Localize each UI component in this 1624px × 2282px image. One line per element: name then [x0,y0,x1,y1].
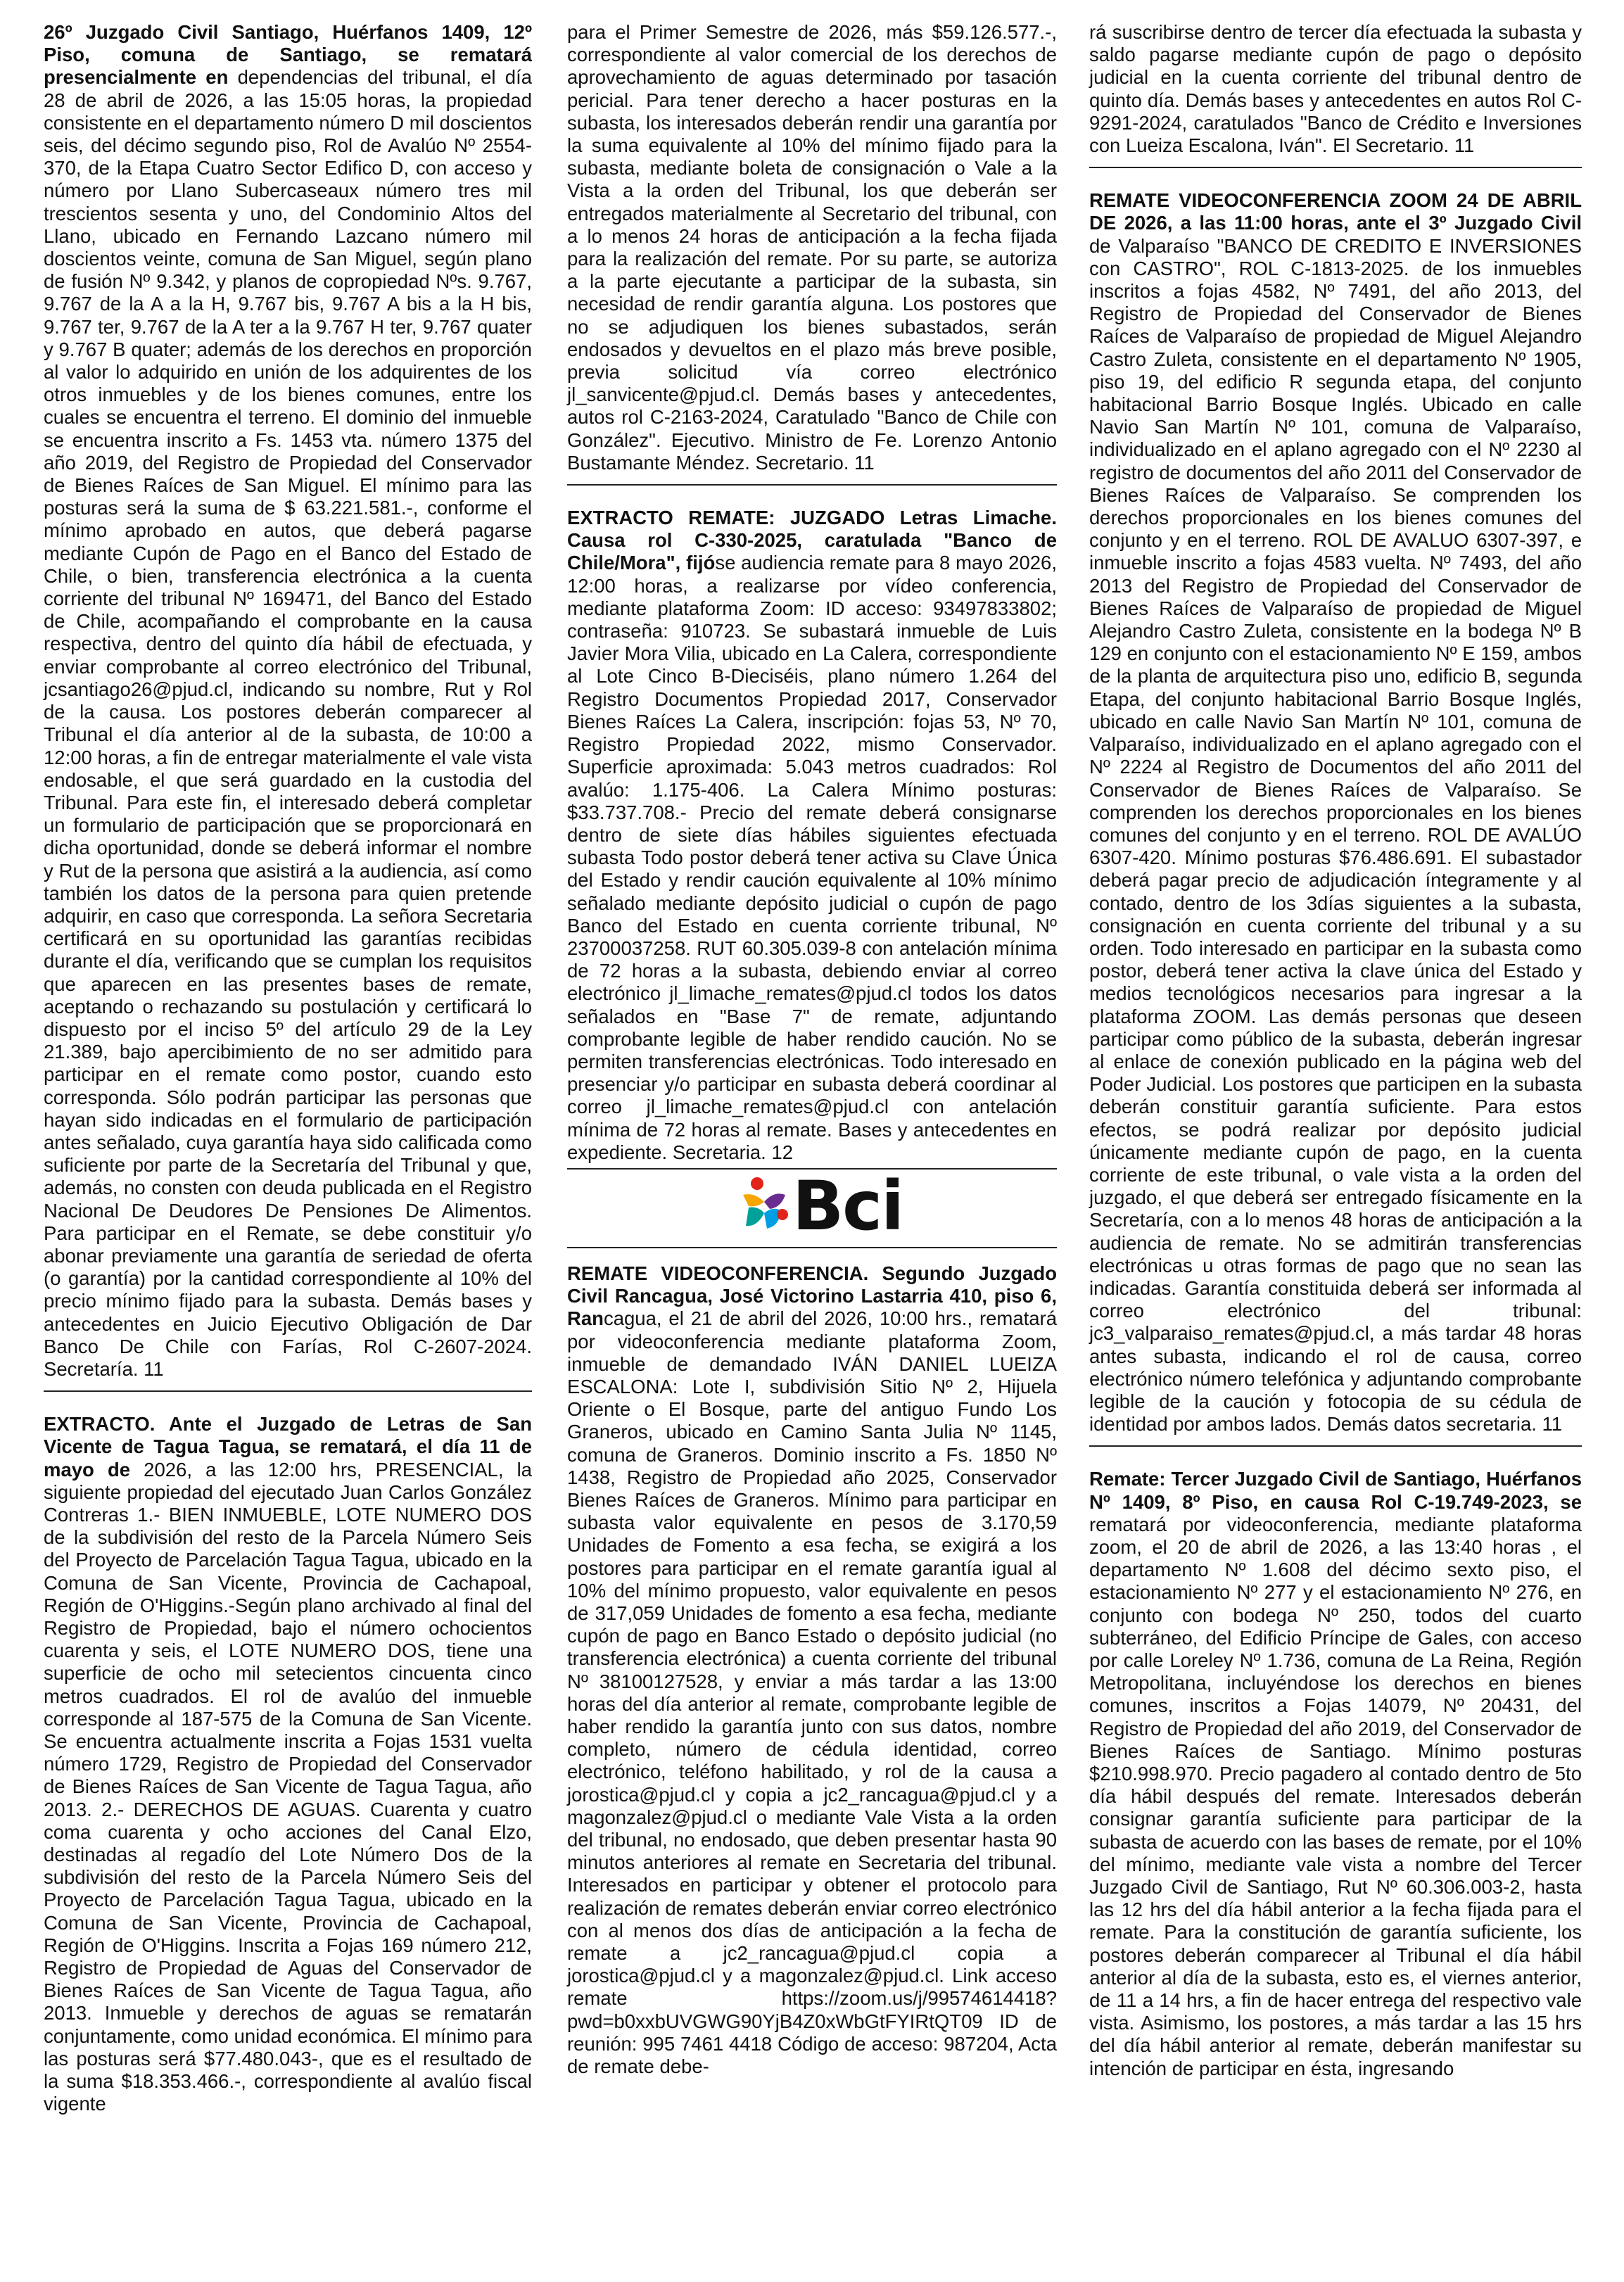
notice-divider [44,1390,532,1392]
notice-divider [567,484,1057,486]
notice-divider [1089,1445,1582,1447]
notice-body: dependencias del tribunal, el día 28 de abril de 2026, a las 15:05 horas, la propiedad consistente en el departamento número D mil doscientos seis, del décimo segundo piso, Rol de Avalúo Nº 2554-370, de la Etapa Cuatro Sector Edifico D, con acceso y número por Llano Subercaseaux número tres mil trescientos sesenta y uno, del Condominio Altos del Llano, ubicado en Fernando Lazcano número mil doscientos veinte, comuna de San Miguel, según plano de fusión Nº 9.342, y planos de copropiedad Nºs. 9.767, 9.767 de la A a la H, 9.767 bis, 9.767 A bis a la H bis, 9.767 ter, 9.767 de la A ter a la 9.767 H ter, 9.767 quater y 9.767 B quater; además de los derechos en proporción al valor lo adquirido en unión de los adquirentes de los otros inmuebles y de los bienes comunes, entre los cuales se encuentra el terreno. El dominio del inmueble se encuentra inscrito a Fs. 1453 vta. número 1375 del año 2019, del Registro de Propiedad del Conservador de Bienes Raíces de San Miguel. El mínimo para las posturas será la suma de $ 63.221.581.-, conforme el mínimo aprobado en autos, que deberá pagarse mediante Cupón de Pago en el Banco del Estado de Chile, o bien, transferencia electrónica a la cuenta corriente del tribunal Nº 169471, del Banco del Estado de Chile, acompañando el comprobante en la causa respectiva, dentro del quinto día hábil de efectuada, y enviar comprobante al correo electrónico del Tribunal, jcsantiago26@pjud.cl, indicando su nombre, Rut y Rol de la causa. Los postores deberán comparecer al Tribunal el día anterior al de la subasta, de 10:00 a 12:00 horas, a fin de entregar materialmente el vale vista endosable, el que será guardado en la custodia del Tribunal. Para este fin, el interesado deberá completar un formulario de participación que se proporcionará en dicha oportunidad, donde se deberá informar el nombre y Rut de la persona que asistirá a la audiencia, así como también los datos de la persona para quien pretende adquirir, en caso que corresponda. La señora Secretaria certificará en su oportunidad las garantías recibidas durante el día, verificando que se cumplan los requisitos que aparecen en las presentes bases de remate, aceptando o rechazando su postulación y certificará lo dispuesto por el inciso 5º del artículo 29 de la Ley 21.389, bajo apercibimiento de no ser admitido para participar en el remate como postor, cuando esto corresponda. Sólo podrán participar las personas que hayan sido indicadas en el formulario de participación antes señalado, cuya garantía haya sido calificada como suficiente por parte de la Secretaría del Tribunal y que, además, no consten con deuda publicada en el Registro Nacional De Deudores De Pensiones De Alimentos. Para participar en el Remate, se debe constituir y/o abonar previamente una garantía de seriedad de oferta (o garantía) por la cantidad correspondiente al 10% del precio mínimo fijado para la subasta. Demás bases y antecedentes en Juicio Ejecutivo Obligación de Dar Banco De Chile con Farías, Rol C-2607-2024. Secretaría. 11 [44,66,533,1380]
notice-body: rá suscribirse dentro de tercer día efectuada la subasta y saldo pagarse mediante cupón de pago o depósito judicial en la cuenta corriente del tribunal dentro de quinto día. Demás bases y antecedentes en autos Rol C-9291-2024, caratulados "Banco de Crédito e Inversiones con Lueiza Escalona, Iván". El Secretario. 11 [1089,21,1582,157]
notice-body: 2026, a las 12:00 hrs, PRESENCIAL, la siguiente propiedad del ejecutado Juan Carlos González Contreras 1.- BIEN INMUEBLE, LOTE NUMERO DOS de la subdivisión del resto de la Parcela Número Seis del Proyecto de Parcelación Tagua Tagua, ubicado en la Comuna de San Vicente, Provincia de Cachapoal, Región de O'Higgins.-Según plano archivado al final del Registro de Propiedad, bajo el número ochocientos cuarenta y seis, el LOTE NUMERO DOS, tiene una superficie de ocho mil setecientos cincuenta cinco metros cuadrados. El rol de avalúo del inmueble corresponde al 187-575 de la Comuna de San Vicente. Se encuentra actualmente inscrita a Fojas 1531 vuelta número 1729, Registro de Propiedad del Conservador de Bienes Raíces de San Vicente de Tagua Tagua, año 2013. 2.- DERECHOS DE AGUAS. Cuarenta y cuatro coma cuarenta y ocho acciones del Canal Elzo, destinadas al regadío del Lote Número Dos de la subdivisión del resto de la Parcela Número Seis del Proyecto de Parcelación Tagua Tagua, ubicado en la Comuna de San Vicente, Provincia de Cachapoal, Región de O'Higgins. Inscrita a Fojas 169 número 212, Registro de Propiedad de Aguas del Conservador de Bienes Raíces de San Vicente de Tagua Tagua, año 2013. Inmueble y derechos de aguas se rematarán conjuntamente, como unidad económica. El mínimo para las posturas será $77.480.043-, que es el resultado de la suma $18.353.466.-, correspondiente al avalúo fiscal vigente [44,1458,532,2115]
notice-san-vicente-continued [567,21,1057,474]
notice-segundo-juzgado-rancagua [567,1262,1057,2078]
notice-divider [1089,167,1582,168]
notice-body: para el Primer Semestre de 2026, más $59.126.577.-, correspondiente al valor comercial de los derechos de aprovechamiento de aguas determinado por tasación pericial. Para tener derecho a hacer posturas en la subasta, los interesados deberán rendir una garantía por la suma equivalente al 10% del mínimo fijado para la subasta, mediante boleta de consignación o Vale a la Vista a la orden del Tribunal, los que deberán ser entregados materialmente al Secretario del tribunal, con a lo menos 24 horas de anticipación a la fecha fijada para la realización del remate. Por su parte, se autoriza a la parte ejecutante a participar de la subasta, sin necesidad de rendir garantía alguna. Los postores que no se adjudiquen los bienes subastados, serán endosados y devueltos en el plazo más breve posible, previa solicitud vía correo electrónico jl_sanvicente@pjud.cl. Demás bases y antecedentes, autos rol C-2163-2024, Caratulado "Banco de Chile con González". Ejecutivo. Ministro de Fe. Lorenzo Antonio Bustamante Méndez. Secretario. 11 [567,21,1057,474]
notice-san-vicente-tagua-tagua [44,1413,532,2115]
column-3 [1089,21,1582,2080]
notice-body: de Valparaíso "BANCO DE CREDITO E INVERSIONES con CASTRO", ROL C-1813-2025. de los inmuebles inscritos a fojas 4582, Nº 7491, del año 2013, del Registro de Propiedad del Conservador de Bienes Raíces de Valparaíso de propiedad de Miguel Alejandro Castro Zuleta, consistente en el departamento Nº 1905, piso 19, del edificio R segunda etapa, del conjunto habitacional Barrio Bosque Inglés. Ubicado en calle Navio San Martín Nº 101, comuna de Valparaíso, individualizado en el aplano agregado con el Nº 2230 al registro de documentos del año 2011 del Conservador de Bienes Raíces de Valparaíso. Se comprenden los derechos proporcionales en los bienes comunes del conjunto y en el terreno. ROL DE AVALUO 6307-397, e inmueble inscrito a fojas 4583 vuelta. Nº 7493, del año 2013 del Registro de Propiedad del Conservador de Bienes Raíces de Valparaíso de propiedad de Miguel Alejandro Castro Zuleta, consistente en la bodega Nº B 129 en conjunto con el estacionamiento Nº E 159, ambos de la planta de arquitectura piso uno, edificio B, segunda Etapa, del conjunto habitacional Barrio Bosque Inglés, ubicado en calle Navio San Martín Nº 101, comuna de Valparaíso, individualizado en el aplano agregado con el Nº 2224 al Registro de Documentos del año 2011 del Conservador de Bienes Raíces de Valparaíso. Se comprenden los derechos proporcionales en los bienes comunes del conjunto y en el terreno. ROL DE AVALÚO 6307-420. Mínimo posturas $76.486.691. El subastador deberá pagar precio de adjudicación íntegramente y al contado, dentro de los 3días siguientes a la subasta, consignación en cuenta corriente del tribunal y a su orden. Todo interesado en participar en la subasta como postor, deberá tener activa la clave única del Estado y medios tecnológicos necesarios para ingresar a la plataforma ZOOM. Las demás personas que deseen participar como público de la subasta, deberán ingresar al enlace de conexión publicado en la página web del Poder Judicial. Los postores que participen en la subasta deberán constituir garantía suficiente. Para estos efectos, se podrá realizar por depósito judicial únicamente mediante cupón de pago, en la cuenta corriente de este tribunal, o vale vista a la orden del juzgado, el que deberá ser entregado físicamente en la Secretaría, con a lo menos 48 horas de anticipación a la audiencia de remate. No se admitirán transferencias electrónicas u otras formas de pago que no sean las indicadas. Garantía constituida deberá ser informada al correo electrónico del tribunal: jc3_valparaiso_remates@pjud.cl, a más tardar 48 horas antes subasta, indicando el rol de causa, correo electrónico número telefónica y adjuntando comprobante legible de la caución y fotocopia de su cédula de identidad por ambos lados. Demás datos secretaria. 11 [1089,234,1582,1435]
column-2 [567,21,1057,2078]
notice-heading: Remate: Tercer Juzgado Civil de Santiago, Huérfanos Nº 1409, 8º Piso, en causa Rol C-19.749-2023, se [1089,1468,1582,1513]
bci-logo-text: Bci [792,1166,903,1245]
notice-body: se audiencia remate para 8 mayo 2026, 12:00 horas, a realizarse por vídeo conferencia, mediante plataforma Zoom: ID acceso: 93497833802; contraseña: 910723. Se subastará inmueble de Luis Javier Mora Vilia, ubicado en La Calera, correspondiente al Lote Cinco B-Dieciséis, plano número 1.264 del Registro Documentos Propiedad 2017, Conservador Bienes Raíces La Calera, inscripción: fojas 53, Nº 70, Registro Propiedad 2022, mismo Conservador. Superficie aproximada: 5.043 metros cuadrados: Rol avalúo: 1.175-406. La Calera Mínimo posturas: $33.737.708.- Precio del remate deberá consignarse dentro de siete días hábiles siguientes efectuada subasta Todo postor deberá tener activa su Clave Única del Estado y rendir caución equivalente al 10% mínimo señalado mediante depósito judicial o cupón de pago Banco del Estado en cuenta corriente tribunal, Nº 23700037258. RUT 60.305.039-8 con antelación mínima de 72 horas a la subasta, debiendo enviar al correo electrónico jl_limache_remates@pjud.cl todos los datos señalados en "Base 7" de remate, adjuntando comprobante legible de haber rendido caución. No se permiten transferencias electrónicas. Todo interesado en presenciar y/o participar en subasta deberá coordinar al correo jl_limache_remates@pjud.cl con antelación mínima de 72 horas al remate. Bases y antecedentes en expediente. Secretaria. 12 [567,552,1057,1163]
notice-tercer-juzgado-santiago [1089,1468,1582,2079]
bci-advertisement [567,1168,1057,1248]
bci-logo-icon [736,1171,792,1241]
column-1 [44,21,532,2115]
notice-heading: EXTRACTO. Ante el Juzgado de Letras de San Vicente de Tagua Tagua, se rematará, el día 11 de mayo de [44,1413,532,1481]
notice-heading: EXTRACTO REMATE: JUZGADO Letras Limache. Causa rol C-330-2025, caratulada "Banco de Chile/Mora", fijó [567,507,1057,574]
notice-heading: 26º Juzgado Civil Santiago, Huérfanos 1409, 12º Piso, comuna de Santiago, se rematará presencialmente en [44,21,532,89]
notice-heading: REMATE VIDEOCONFERENCIA ZOOM 24 DE ABRIL DE 2026, a las 11:00 horas, ante el 3º Juzgado Civil [1089,189,1582,234]
notice-3-juzgado-valparaiso [1089,189,1582,1435]
notice-body: cagua, el 21 de abril del 2026, 10:00 hrs., rematará por videoconferencia mediante plataforma Zoom, inmueble de demandado IVÁN DANIEL LUEIZA ESCALONA: Lote I, subdivisión Sitio Nº 2, Hijuela Oriente o El Bosque, parte del antiguo Fundo Los Graneros, ubicado en Camino Santa Julia Nº 1145, comuna de Graneros. Dominio inscrito a Fs. 1850 Nº 1438, Registro de Propiedad año 2025, Conservador Bienes Raíces de Graneros. Mínimo para participar en subasta valor equivalente en pesos de 3.170,59 Unidades de Fomento a esa fecha, se exigirá a los postores para participar en el remate garantía igual al 10% del mínimo propuesto, valor equivalente en pesos de 317,059 Unidades de fomento a esa fecha, mediante cupón de pago en Banco Estado o depósito judicial (no transferencia electrónica) a cuenta corriente del tribunal Nº 38100127528, y enviar a más tardar a las 13:00 horas del día anterior al remate, comprobante legible de haber rendido la garantía junto con sus datos, nombre completo, número de cédula identidad, correo electrónico, teléfono habilitado, y rol de la causa a jorostica@pjud.cl y copia a jc2_rancagua@pjud.cl y a magonzalez@pjud.cl o mediante Vale Vista a la orden del tribunal, no endosado, que deben presentar hasta 90 minutos anteriores al remate en Secretaria del tribunal. Interesados en participar y obtener el protocolo para realización de remates deberán enviar correo electrónico con al menos dos días de anticipación a la fecha de remate a jc2_rancagua@pjud.cl copia a jorostica@pjud.cl y a magonzalez@pjud.cl. Link acceso remate https://zoom.us/j/99574614418?pwd=b0xxbUVGWG90YjB4Z0xWbGtFYIRtQT09 ID de reunión: 995 7461 4418 Código de acceso: 987204, Acta de remate debe- [567,1307,1057,2078]
notice-rancagua-continued [1089,21,1582,157]
notice-body: rematará por videoconferencia, mediante plataforma zoom, el 20 de abril de 2026, a las 13:40 horas , el departamento Nº 1.608 del décimo sexto piso, el estacionamiento Nº 277 y el estacionamiento Nº 276, en conjunto con bodega Nº 250, todos del cuarto subterráneo, del Edificio Príncipe de Gales, con acceso por calle Loreley Nº 1.736, comuna de La Reina, Región Metropolitana, incluyéndose los derechos en bienes comunes, inscritos a Fojas 14079, Nº 20431, del Registro de Propiedad del año 2019, del Conservador de Bienes Raíces de Santiago. Mínimo posturas $210.998.970. Precio pagadero al contado dentro de 5to día hábil después del remate. Interesados deberán consignar garantía suficiente para participar de la subasta de acuerdo con las bases de remate, por el 10% del mínimo, mediante vale vista a nombre del Tercer Juzgado Civil de Santiago, Rut Nº 60.306.003-2, hasta las 12 hrs del día hábil anterior a la fecha fijada para el remate. Para la constitución de garantía suficiente, los postores deberán comparecer al Tribunal el día hábil anterior al día de la subasta, esto es, el viernes anterior, de 11 a 14 hrs, a fin de hacer entrega del respectivo vale vista. Asimismo, los postores, a más tardar a las 15 hrs del día hábil anterior al remate, deberán manifestar su intención de participar en ésta, ingresando [1089,1513,1582,2079]
notice-26-juzgado-civil-santiago [44,21,532,1381]
notice-letras-limache [567,507,1057,1164]
notice-heading: REMATE VIDEOCONFERENCIA. Segundo Juzgado Civil Rancagua, José Victorino Lastarria 410, piso 6, Ran [567,1262,1057,1330]
